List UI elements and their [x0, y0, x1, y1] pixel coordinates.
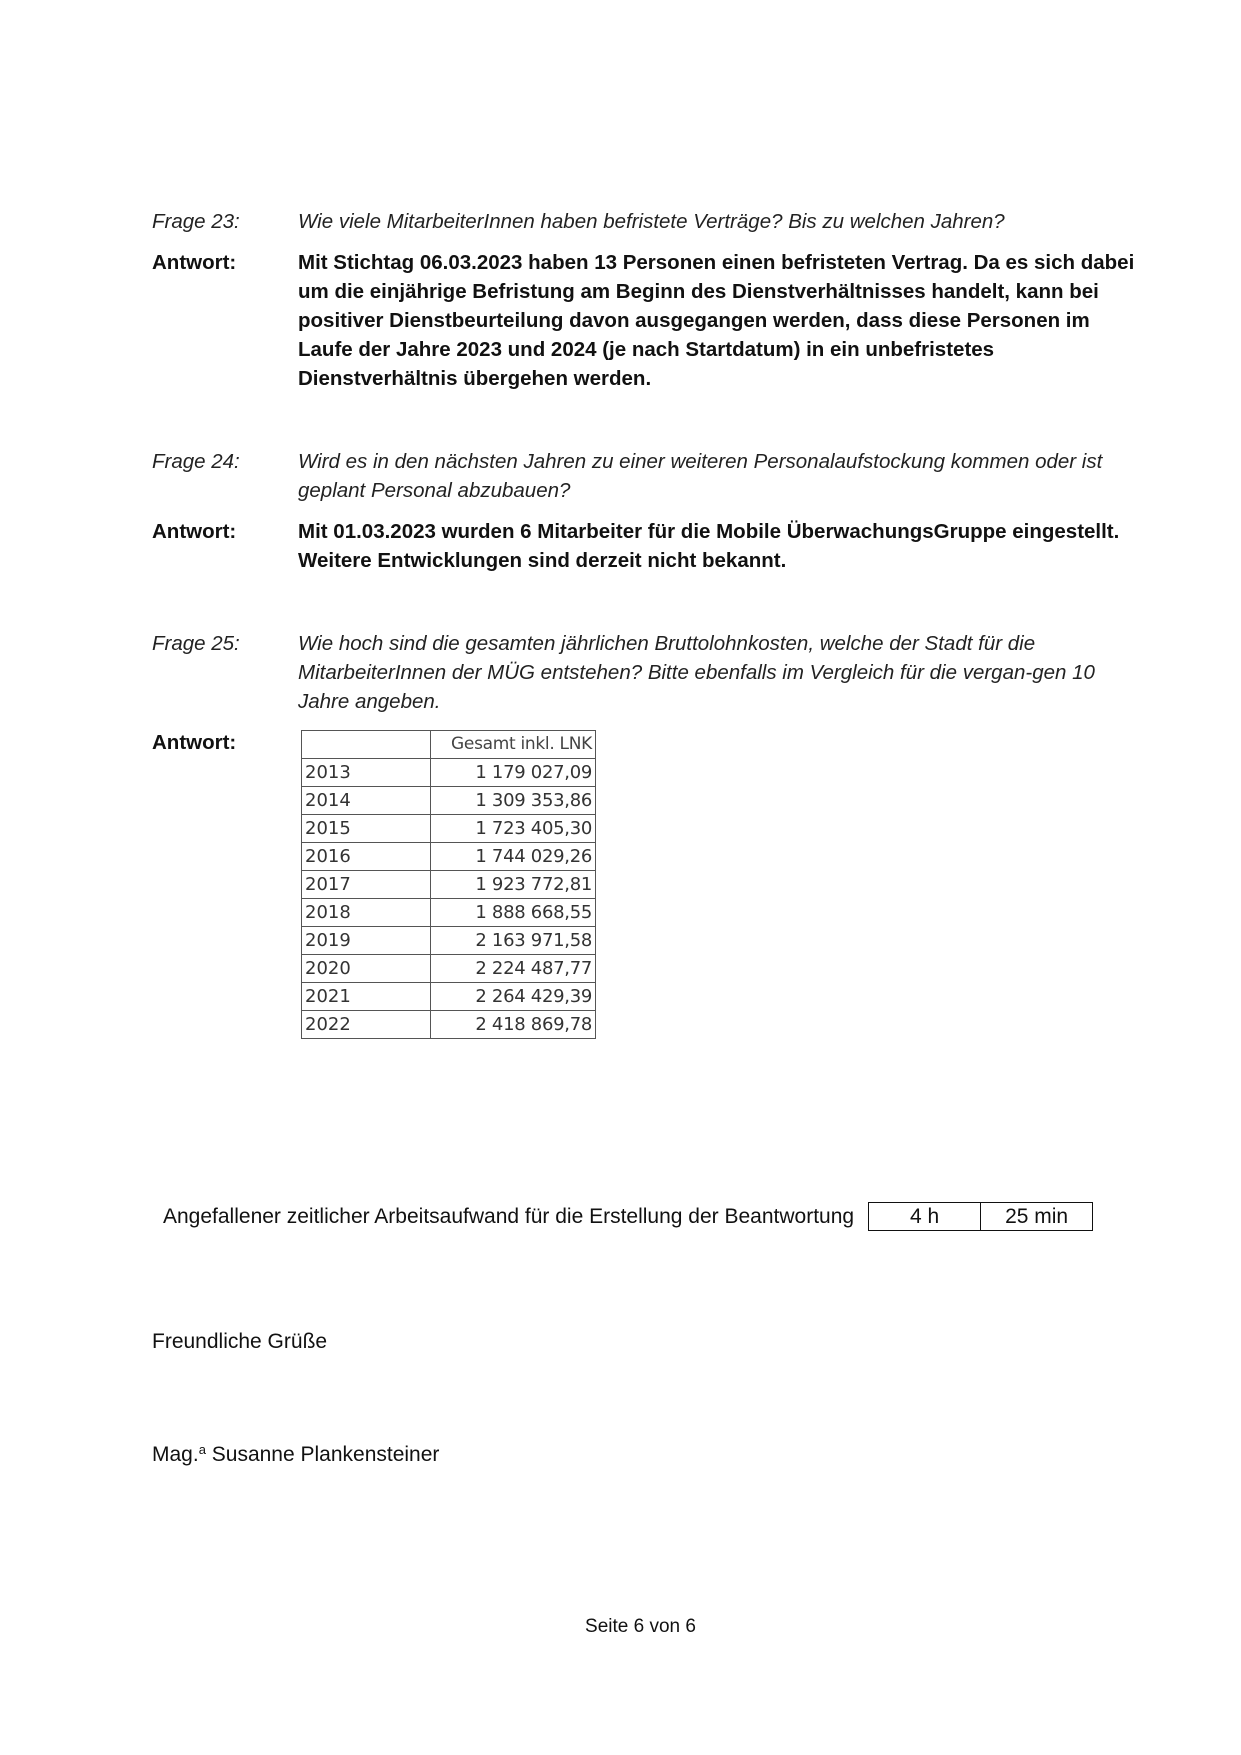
- total-cost-cell: 2 264 429,39: [431, 983, 596, 1011]
- total-cost-cell: 1 723 405,30: [431, 815, 596, 843]
- answer-label: Antwort:: [152, 731, 237, 754]
- table-row: [302, 759, 596, 787]
- effort-minutes: 25 min: [980, 1203, 1092, 1230]
- total-cost-cell: 1 309 353,86: [431, 787, 596, 815]
- effort-hours: 4 h: [909, 1205, 940, 1228]
- answer-row: [152, 248, 1142, 393]
- header-cell-total: Gesamt inkl. LNK: [431, 731, 596, 759]
- answer-label: Antwort:: [152, 251, 237, 274]
- effort-label: Angefallener zeitlicher Arbeitsaufwand für die Erstellung der Beantwortung: [163, 1204, 855, 1228]
- table-row: [302, 787, 596, 815]
- question-label: Frage 24:: [152, 450, 240, 473]
- year-cell: 2013: [302, 759, 431, 787]
- table-row: [302, 899, 596, 927]
- cost-table: [301, 730, 596, 1039]
- question-label: Frage 23:: [152, 210, 240, 233]
- question-text: Wie viele MitarbeiterInnen haben befristete Verträge? Bis zu welchen Jahren?: [298, 210, 1005, 233]
- signature-title: Mag.: [152, 1443, 199, 1466]
- answer-row: [152, 517, 1142, 575]
- total-cost-cell: 1 888 668,55: [431, 899, 596, 927]
- question-row: [152, 447, 1142, 505]
- answer-text: Mit Stichtag 06.03.2023 haben 13 Personen einen befristeten Vertrag. Da es sich dabei um die einjährige Befristung am Beginn des Dienstverhältnisses handelt, kann bei positiver Dienstbeurteilung davon ausgegangen werden, dass diese Personen im Laufe der Jahre 2023 und 2024 (je nach Startdatum) in ein unbefristetes Dienstverhältnis übergehen werden.: [298, 251, 1135, 390]
- question-text: Wird es in den nächsten Jahren zu einer weiteren Personalaufstockung kommen oder ist geplant Personal abzubauen?: [298, 450, 1103, 502]
- year-cell: 2019: [302, 927, 431, 955]
- page-number: Seite 6 von 6: [585, 1616, 696, 1637]
- question-row: [152, 629, 1142, 716]
- year-cell: 2017: [302, 871, 431, 899]
- greeting: Freundliche Grüße: [152, 1330, 328, 1353]
- cost-table-header: [302, 731, 596, 759]
- table-row: [302, 843, 596, 871]
- effort-section: [163, 1202, 1093, 1231]
- question-block-23: [152, 207, 1142, 393]
- year-cell: 2015: [302, 815, 431, 843]
- answer-label: Antwort:: [152, 520, 237, 543]
- signature-name: Susanne Plankensteiner: [205, 1443, 440, 1466]
- question-text: Wie hoch sind die gesamten jährlichen Bruttolohnkosten, welche der Stadt für die MitarbeiterInnen der MÜG entstehen? Bitte ebenfalls im Vergleich für die vergan-gen 10 Jahre angeben.: [298, 632, 1095, 713]
- table-row: [302, 1011, 596, 1039]
- total-cost-cell: 1 744 029,26: [431, 843, 596, 871]
- year-cell: 2018: [302, 899, 431, 927]
- question-label: Frage 25:: [152, 632, 240, 655]
- total-cost-cell: 1 923 772,81: [431, 871, 596, 899]
- signature: [152, 1442, 439, 1467]
- header-cell-year: [302, 731, 431, 759]
- year-cell: 2022: [302, 1011, 431, 1039]
- table-row: [302, 871, 596, 899]
- signature-title-sup: a: [198, 1442, 206, 1457]
- table-row: [302, 983, 596, 1011]
- effort-box: [868, 1202, 1093, 1231]
- total-cost-cell: 2 224 487,77: [431, 955, 596, 983]
- total-cost-cell: 1 179 027,09: [431, 759, 596, 787]
- year-cell: 2016: [302, 843, 431, 871]
- year-cell: 2020: [302, 955, 431, 983]
- table-row: [302, 927, 596, 955]
- table-row: [302, 815, 596, 843]
- answer-text: Mit 01.03.2023 wurden 6 Mitarbeiter für die Mobile ÜberwachungsGruppe eingestellt. Weitere Entwicklungen sind derzeit nicht bekannt.: [298, 520, 1120, 572]
- year-cell: 2021: [302, 983, 431, 1011]
- table-row: [302, 955, 596, 983]
- question-row: [152, 207, 1142, 236]
- total-cost-cell: 2 418 869,78: [431, 1011, 596, 1039]
- question-block-24: [152, 447, 1142, 575]
- year-cell: 2014: [302, 787, 431, 815]
- total-cost-cell: 2 163 971,58: [431, 927, 596, 955]
